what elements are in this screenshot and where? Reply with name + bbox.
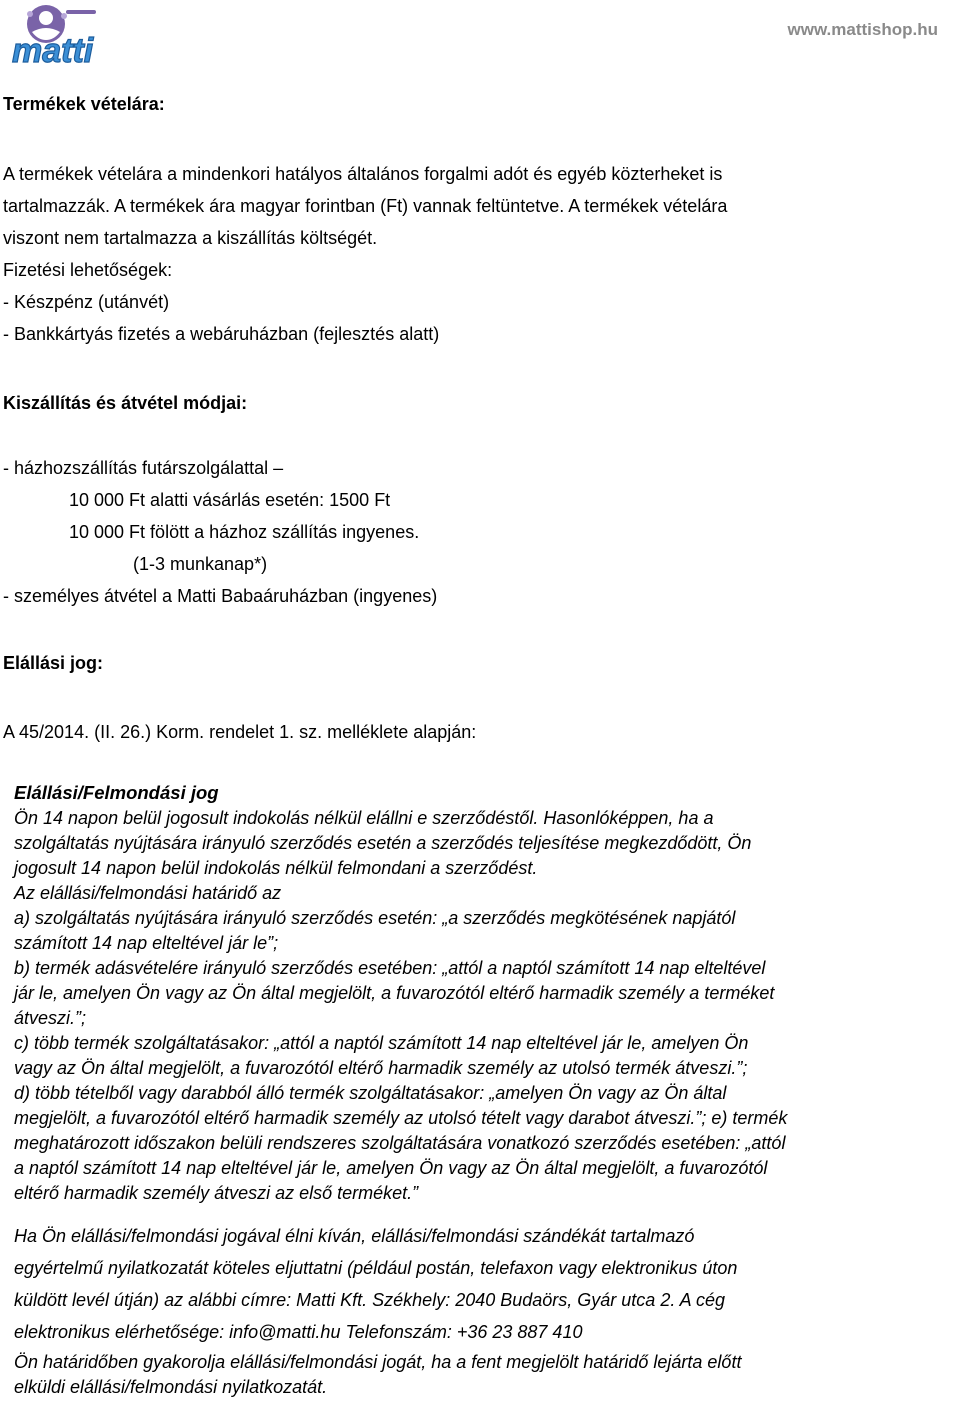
withdrawal-contact: [14, 1220, 958, 1348]
legal-line: megjelölt, a fuvarozótól eltérő harmadik személy az utolsó tételt vagy darabot átveszi.”; e) termék: [14, 1108, 788, 1128]
closing-line: elküldi elállási/felmondási nyilatkozatát.: [14, 1377, 328, 1397]
legal-line: meghatározott időszakon belüli rendszeres szolgáltatására vonatkozó szerződés esetében: „attól: [14, 1133, 786, 1153]
payment-option-card: - Bankkártyás fizetés a webáruházban (fejlesztés alatt): [3, 324, 440, 344]
contact-line: Ha Ön elállási/felmondási jogával élni kíván, elállási/felmondási szándékát tartalmazó: [14, 1226, 695, 1246]
shipping-list: [3, 452, 437, 612]
withdrawal-legal-text: [14, 782, 958, 1400]
site-url[interactable]: www.mattishop.hu: [787, 20, 938, 39]
price-paragraph: [3, 158, 727, 350]
shipping-courier: - házhozszállítás futárszolgálattal –: [3, 458, 284, 478]
logo-wordmark: matti: [12, 32, 94, 68]
legal-line: d) több tételből vagy darabból álló termék szolgáltatásakor: „amelyen Ön vagy az Ön által: [14, 1083, 727, 1103]
shipping-duration: (1-3 munkanap*): [133, 554, 268, 574]
contact-line: elektronikus elérhetősége: info@matti.hu Telefonszám: +36 23 887 410: [14, 1322, 583, 1342]
withdrawal-body: [14, 806, 958, 1206]
shipping-heading: Kiszállítás és átvétel módjai:: [3, 393, 248, 413]
price-line: viszont nem tartalmazza a kiszállítás költségét.: [3, 228, 378, 248]
contact-line: egyértelmű nyilatkozatát köteles eljuttatni (például postán, telefaxon vagy elektronikus úton: [14, 1258, 738, 1278]
price-line: tartalmazzák. A termékek ára magyar forintban (Ft) vannak feltüntetve. A termékek vételára: [3, 196, 728, 216]
legal-line: eltérő harmadik személy átveszi az első terméket.”: [14, 1183, 419, 1203]
closing-line: Ön határidőben gyakorolja elállási/felmondási jogát, ha a fent megjelölt határidő lejárta előtt: [14, 1352, 742, 1372]
withdrawal-intro: A 45/2014. (II. 26.) Korm. rendelet 1. sz. melléklete alapján:: [3, 722, 477, 742]
shipping-fee-under: 10 000 Ft alatti vásárlás esetén: 1500 Ft: [69, 490, 391, 510]
legal-line: b) termék adásvételére irányuló szerződés esetében: „attól a naptól számított 14 nap elteltével: [14, 958, 766, 978]
withdrawal-title: Elállási/Felmondási jog: [14, 782, 219, 803]
legal-line: jogosult 14 napon belül indokolás nélkül felmondani a szerződést.: [14, 858, 538, 878]
legal-line: Az elállási/felmondási határidő az: [14, 883, 282, 903]
withdrawal-closing: [14, 1350, 958, 1400]
legal-line: c) több termék szolgáltatásakor: „attól a naptól számított 14 nap elteltével jár le, amelyen Ön: [14, 1033, 749, 1053]
legal-line: jár le, amelyen Ön vagy az Ön által megjelölt, a fuvarozótól eltérő harmadik személy a terméket: [14, 983, 775, 1003]
legal-line: vagy az Ön által megjelölt, a fuvarozótól eltérő harmadik személy az utolsó termék átveszi.”;: [14, 1058, 748, 1078]
price-line: A termékek vételára a mindenkori hatályos általános forgalmi adót és egyéb közterheket is: [3, 164, 723, 184]
contact-line: küldött levél útján) az alábbi címre: Matti Kft. Székhely: 2040 Budaörs, Gyár utca 2. A cég: [14, 1290, 726, 1310]
legal-line: a naptól számított 14 nap elteltével jár le, amelyen Ön vagy az Ön által megjelölt, a fuvarozótól: [14, 1158, 768, 1178]
legal-line: számított 14 nap elteltével jár le”;: [14, 933, 279, 953]
legal-line: Ön 14 napon belül jogosult indokolás nélkül elállni e szerződéstől. Hasonlóképpen, ha a: [14, 808, 714, 828]
legal-line: átveszi.”;: [14, 1008, 87, 1028]
price-heading: Termékek vételára:: [3, 94, 165, 114]
payment-option-cash: - Készpénz (utánvét): [3, 292, 170, 312]
withdrawal-heading: Elállási jog:: [3, 653, 104, 673]
legal-line: a) szolgáltatás nyújtására irányuló szerződés esetén: „a szerződés megkötésének napjától: [14, 908, 736, 928]
shipping-fee-over: 10 000 Ft fölött a házhoz szállítás ingyenes.: [69, 522, 420, 542]
matti-logo: [8, 2, 134, 68]
shipping-pickup: - személyes átvétel a Matti Babaáruházban (ingyenes): [3, 586, 438, 606]
legal-line: szolgáltatás nyújtására irányuló szerződés esetén a szerződés teljesítése megkezdődött, Ön: [14, 833, 752, 853]
payment-options-label: Fizetési lehetőségek:: [3, 260, 173, 280]
